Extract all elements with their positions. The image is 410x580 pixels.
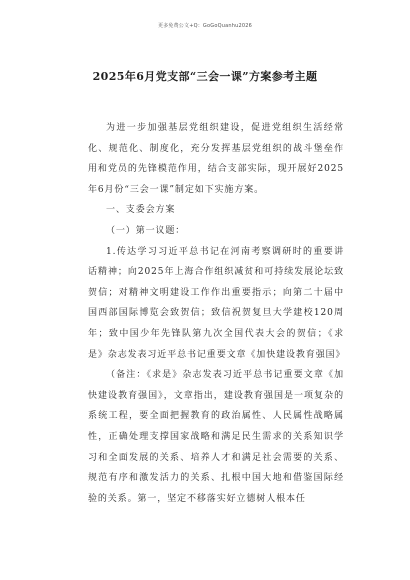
item-paragraph: 1.传达学习习近平总书记在河南考察调研时的重要讲话精神；向2025年上海合作组织减贫和可持续发展论坛致贺信；对精神文明建设工作作出重要指示；向第二十届中国西部国际博览会致贺信；致信祝贺复旦大学建校120周年；致中国少年先锋队第九次全国代表大会的贺信；《求是》杂志发表习近平总书记重要文章《加快建设教育强国》 <box>88 246 346 360</box>
header-note: 更多免费公文+Q：GoGoQuanhu2026 <box>158 23 252 29</box>
note-paragraph: （备注：《求是》杂志发表习近平总书记重要文章《加快建设教育强国》，文章指出，建设教育强国是一项复杂的系统工程，要全面把握教育的政治属性、人民属性战略属性，正确处理支撑国家战略和满足民生需求的关系知识学习和全面发展的关系、培养人才和满足社会需要的关系、规范有序和激发活力的关系、扎根中国大地和借鉴国际经验的关系。第一，坚定不移落实好立德树人根本任 <box>88 370 344 504</box>
document-body <box>88 118 344 509</box>
document-title: 2025年6月党支部“三会一课”方案参考主题 <box>92 70 318 83</box>
section-heading: 一、支委会方案 <box>106 205 176 216</box>
subsection-heading: （一）第一议题： <box>106 225 186 236</box>
intro-paragraph: 为进一步加强基层党组织建设，促进党组织生活经常化、规范化、制度化，充分发挥基层党组织的战斗堡垒作用和党员的先锋模范作用，结合支部实际，现开展好2025年6月份“三会一课”制定如下实施方案。 <box>88 123 344 195</box>
